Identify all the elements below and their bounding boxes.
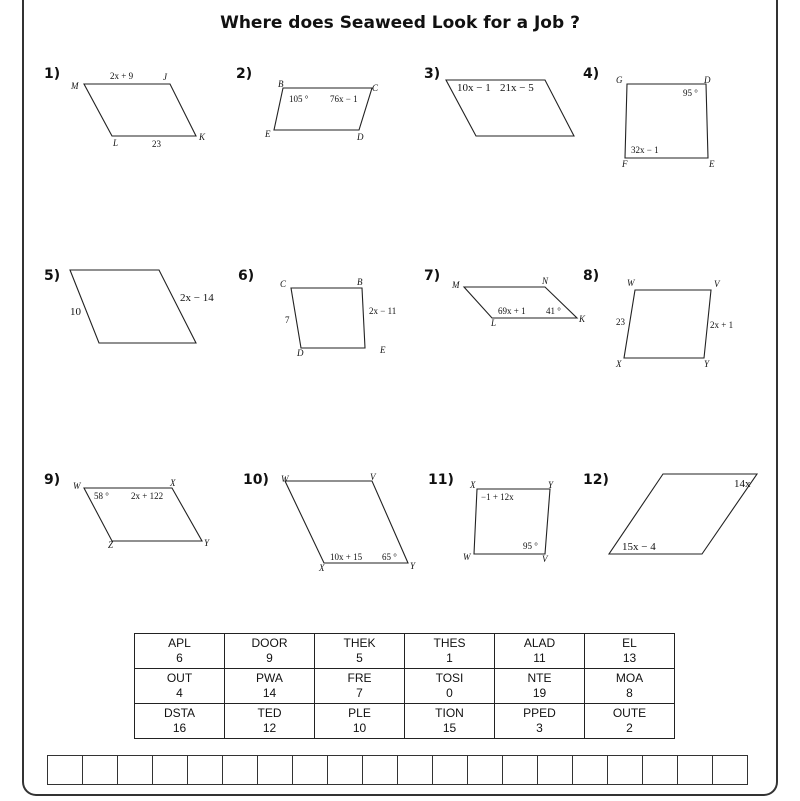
vertex-label: M	[71, 81, 79, 91]
angle-expression: 76x − 1	[330, 94, 358, 104]
answer-box[interactable]	[362, 755, 398, 785]
vertex-label: X	[319, 563, 325, 573]
vertex-label: E	[709, 159, 715, 169]
vertex-label: D	[297, 348, 304, 358]
vertex-label: G	[616, 75, 623, 85]
answer-box[interactable]	[467, 755, 503, 785]
vertex-label: W	[281, 474, 289, 484]
angle-expression: 15x − 4	[622, 541, 656, 553]
answer-box[interactable]	[327, 755, 363, 785]
side-expression: 2x − 11	[369, 306, 397, 316]
side-expression: 2x + 1	[710, 320, 734, 330]
vertex-label: X	[616, 359, 622, 369]
problem-number: 7)	[424, 268, 441, 284]
code-cell: OUTE 2	[585, 704, 675, 739]
code-cell: PPED 3	[495, 704, 585, 739]
answer-box[interactable]	[642, 755, 678, 785]
code-cell: TION 15	[405, 704, 495, 739]
code-cell: ALAD 11	[495, 634, 585, 669]
problem-number: 8)	[583, 268, 600, 284]
vertex-label: W	[73, 481, 81, 491]
code-cell: THEK 5	[315, 634, 405, 669]
angle-expression: 10x − 1	[457, 82, 491, 94]
vertex-label: K	[579, 314, 586, 324]
angle-expression: 105 °	[289, 94, 309, 104]
angle-expression: 2x + 122	[131, 491, 164, 501]
code-cell: PLE 10	[315, 704, 405, 739]
problem-number: 10)	[243, 472, 269, 488]
vertex-label: C	[280, 279, 287, 289]
answer-box[interactable]	[572, 755, 608, 785]
problem-number: 11)	[428, 472, 454, 488]
angle-expression: 41 °	[546, 306, 561, 316]
angle-expression: 95 °	[523, 541, 538, 551]
problem-number: 1)	[44, 66, 61, 82]
vertex-label: B	[278, 79, 284, 89]
side-expression: 7	[285, 315, 290, 325]
vertex-label: Z	[108, 540, 114, 550]
vertex-label: Y	[548, 480, 554, 490]
code-cell: DOOR 9	[225, 634, 315, 669]
problem-number: 5)	[44, 268, 61, 284]
vertex-label: K	[199, 132, 206, 142]
parallelogram-10	[285, 481, 408, 563]
vertex-label: D	[704, 75, 711, 85]
answer-box[interactable]	[537, 755, 573, 785]
answer-box[interactable]	[432, 755, 468, 785]
vertex-label: W	[463, 552, 471, 562]
vertex-label: M	[452, 280, 460, 290]
code-cell: OUT 4	[135, 669, 225, 704]
answer-box[interactable]	[82, 755, 118, 785]
side-expression: 23	[152, 139, 161, 149]
problem-number: 6)	[238, 268, 255, 284]
problem-number: 4)	[583, 66, 600, 82]
page-title: Where does Seaweed Look for a Job ?	[220, 13, 580, 33]
angle-expression: 58 °	[94, 491, 109, 501]
code-cell: EL 13	[585, 634, 675, 669]
vertex-label: E	[265, 129, 271, 139]
vertex-label: F	[622, 159, 628, 169]
parallelogram-6	[291, 288, 365, 348]
angle-expression: 14x	[734, 478, 751, 490]
vertex-label: N	[542, 276, 549, 286]
answer-box[interactable]	[47, 755, 83, 785]
parallelogram-8	[624, 290, 711, 358]
vertex-label: C	[372, 83, 379, 93]
code-cell: TOSI 0	[405, 669, 495, 704]
answer-box[interactable]	[222, 755, 258, 785]
problem-number: 12)	[583, 472, 609, 488]
answer-box[interactable]	[712, 755, 748, 785]
vertex-label: B	[357, 277, 363, 287]
parallelogram-5	[70, 270, 196, 343]
vertex-label: Y	[410, 561, 416, 571]
angle-expression: 69x + 1	[498, 306, 526, 316]
code-cell: PWA 14	[225, 669, 315, 704]
angle-expression: 21x − 5	[500, 82, 534, 94]
answer-box[interactable]	[117, 755, 153, 785]
answer-box[interactable]	[187, 755, 223, 785]
vertex-label: L	[113, 138, 119, 148]
answer-box[interactable]	[292, 755, 328, 785]
answer-box[interactable]	[397, 755, 433, 785]
problem-number: 3)	[424, 66, 441, 82]
vertex-label: J	[163, 72, 167, 82]
answer-boxes	[48, 755, 748, 785]
vertex-label: W	[627, 278, 635, 288]
vertex-label: V	[714, 279, 720, 289]
problem-number: 9)	[44, 472, 61, 488]
vertex-label: Y	[204, 538, 210, 548]
angle-expression: 65 °	[382, 552, 397, 562]
angle-expression: −1 + 12x	[481, 492, 514, 502]
code-cell: MOA 8	[585, 669, 675, 704]
answer-code-table	[134, 633, 675, 739]
vertex-label: D	[357, 132, 364, 142]
answer-box[interactable]	[502, 755, 538, 785]
side-expression: 2x + 9	[110, 71, 134, 81]
answer-box[interactable]	[152, 755, 188, 785]
code-cell: THES 1	[405, 634, 495, 669]
angle-expression: 32x − 1	[631, 145, 659, 155]
vertex-label: E	[380, 345, 386, 355]
vertex-label: X	[470, 480, 476, 490]
vertex-label: L	[491, 318, 497, 328]
answer-box[interactable]	[257, 755, 293, 785]
problem-number: 2)	[236, 66, 253, 82]
vertex-label: Y	[704, 359, 710, 369]
vertex-label: V	[542, 554, 548, 564]
code-cell: NTE 19	[495, 669, 585, 704]
answer-box[interactable]	[607, 755, 643, 785]
vertex-label: X	[170, 478, 176, 488]
code-cell: APL 6	[135, 634, 225, 669]
angle-expression: 10x + 15	[330, 552, 363, 562]
side-expression: 2x − 14	[180, 292, 214, 304]
parallelogram-1	[84, 84, 196, 136]
vertex-label: V	[370, 472, 376, 482]
code-cell: FRE 7	[315, 669, 405, 704]
angle-expression: 95 °	[683, 88, 698, 98]
answer-box[interactable]	[677, 755, 713, 785]
code-cell: DSTA 16	[135, 704, 225, 739]
side-expression: 10	[70, 306, 81, 318]
side-expression: 23	[616, 317, 625, 327]
code-cell: TED 12	[225, 704, 315, 739]
